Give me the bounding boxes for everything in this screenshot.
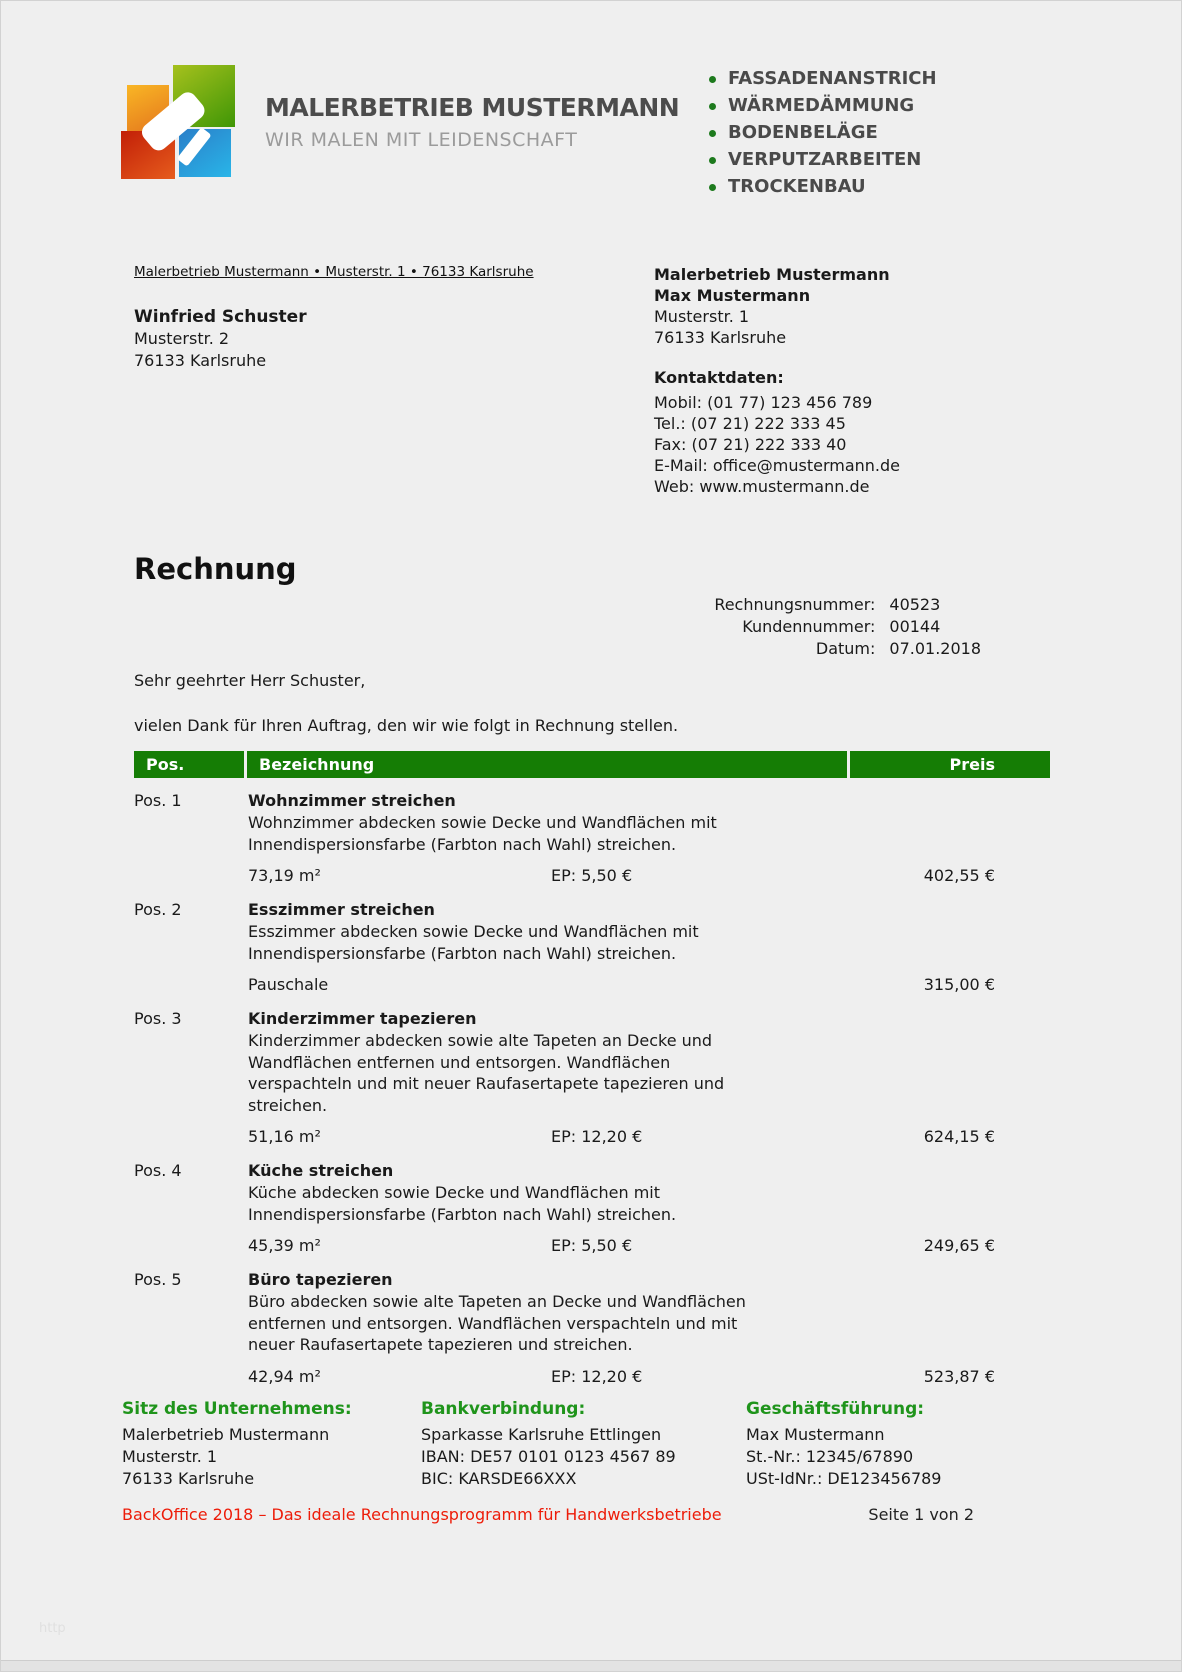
row-description: Küche abdecken sowie Decke und Wandflächen mit Innendispersionsfarbe (Farbton nach Wahl) streichen. xyxy=(248,1183,677,1224)
intro-line: vielen Dank für Ihren Auftrag, den wir wie folgt in Rechnung stellen. xyxy=(134,716,679,735)
table-header xyxy=(134,751,1050,778)
footer-bank-details xyxy=(421,1399,746,1490)
company-city: 76133 Karlsruhe xyxy=(654,328,787,347)
company-street: Musterstr. 1 xyxy=(654,307,750,326)
contact-heading: Kontaktdaten: xyxy=(654,368,784,387)
row-amounts xyxy=(248,1235,1050,1257)
row-pos: Pos. 5 xyxy=(134,1270,182,1289)
footer-line: Max Mustermann xyxy=(746,1425,885,1444)
footer-line: BIC: KARSDE66XXX xyxy=(421,1469,577,1488)
row-description: Büro abdecken sowie alte Tapeten an Decke und Wandflächen entfernen und entsorgen. Wandflächen verspachteln und mit neuer Raufasertapete tapezieren und streichen. xyxy=(248,1292,746,1354)
bullet-icon xyxy=(709,76,716,83)
line-items-table xyxy=(134,751,1050,1388)
customer-number-label: Kundennummer: xyxy=(742,617,876,636)
row-title: Küche streichen xyxy=(248,1161,394,1180)
row-quantity: 51,16 m² xyxy=(248,1127,321,1146)
row-amounts xyxy=(248,974,1050,996)
service-label: VERPUTZARBEITEN xyxy=(728,149,922,170)
contact-mobile: Mobil: (01 77) 123 456 789 xyxy=(654,393,873,412)
service-label: BODENBELÄGE xyxy=(728,122,878,143)
service-item xyxy=(709,69,1061,88)
row-title: Esszimmer streichen xyxy=(248,900,435,919)
table-row xyxy=(134,778,1050,887)
footer-line: Malerbetrieb Mustermann xyxy=(122,1425,330,1444)
footer-management xyxy=(746,1399,1060,1490)
contact-web: Web: www.mustermann.de xyxy=(654,477,870,496)
row-title: Wohnzimmer streichen xyxy=(248,791,456,810)
page-indicator: Seite 1 von 2 xyxy=(868,1505,974,1524)
invoice-number-value: 40523 xyxy=(889,595,941,614)
row-amounts xyxy=(248,1126,1050,1148)
row-pos: Pos. 3 xyxy=(134,1009,182,1028)
footer-line: Sparkasse Karlsruhe Ettlingen xyxy=(421,1425,662,1444)
sender-return-line: Malerbetrieb Mustermann • Musterstr. 1 • 76133 Karlsruhe xyxy=(134,264,534,280)
footer-heading: Sitz des Unternehmens: xyxy=(122,1399,352,1419)
row-description: Kinderzimmer abdecken sowie alte Tapeten an Decke und Wandflächen entfernen und entsorgen. Wandflächen verspachteln und mit neuer Raufasertapete tapezieren und streichen. xyxy=(248,1031,725,1115)
paint-roller-icon xyxy=(121,65,239,179)
footer-line: USt-IdNr.: DE123456789 xyxy=(746,1469,942,1488)
footer-line: St.-Nr.: 12345/67890 xyxy=(746,1447,914,1466)
row-quantity: 45,39 m² xyxy=(248,1236,321,1255)
contact-fax: Fax: (07 21) 222 333 40 xyxy=(654,435,847,454)
service-label: WÄRMEDÄMMUNG xyxy=(728,95,915,116)
row-quantity: 73,19 m² xyxy=(248,866,321,885)
footer-bottom-row xyxy=(122,1505,974,1524)
contact-email: E-Mail: office@mustermann.de xyxy=(654,456,900,475)
row-unit-price: EP: 12,20 € xyxy=(551,1127,643,1146)
bullet-icon xyxy=(709,184,716,191)
watermark-text: http xyxy=(39,1621,66,1636)
row-pos: Pos. 1 xyxy=(134,791,182,810)
row-unit-price: EP: 5,50 € xyxy=(551,866,633,885)
footer-heading: Bankverbindung: xyxy=(421,1399,586,1419)
recipient-street: Musterstr. 2 xyxy=(134,329,230,348)
customer-number-value: 00144 xyxy=(889,617,941,636)
table-row xyxy=(134,1148,1050,1257)
address-section xyxy=(1,264,1181,497)
company-slogan: WIR MALEN MIT LEIDENSCHAFT xyxy=(265,129,578,151)
service-item xyxy=(709,177,1061,196)
row-body xyxy=(248,790,1050,887)
footer xyxy=(122,1399,1060,1490)
row-total: 249,65 € xyxy=(923,1236,995,1255)
contact-phone: Tel.: (07 21) 222 333 45 xyxy=(654,414,846,433)
service-item xyxy=(709,123,1061,142)
row-title: Kinderzimmer tapezieren xyxy=(248,1009,477,1028)
row-body xyxy=(248,899,1050,996)
row-body xyxy=(248,1269,1050,1388)
service-label: TROCKENBAU xyxy=(728,176,866,197)
letterhead xyxy=(1,1,1181,204)
software-promo-text: BackOffice 2018 – Das ideale Rechnungsprogramm für Handwerksbetriebe xyxy=(122,1505,722,1524)
recipient-name: Winfried Schuster xyxy=(134,307,307,327)
service-item xyxy=(709,150,1061,169)
page-title: Rechnung xyxy=(134,552,297,586)
row-quantity: 42,94 m² xyxy=(248,1366,321,1386)
logo-text xyxy=(265,65,679,151)
row-description: Esszimmer abdecken sowie Decke und Wandflächen mit Innendispersionsfarbe (Farbton nach Wahl) streichen. xyxy=(248,922,699,963)
row-total: 315,00 € xyxy=(923,975,995,994)
date-label: Datum: xyxy=(815,639,876,658)
company-logo xyxy=(121,65,679,204)
header-pos: Pos. xyxy=(134,751,244,778)
service-label: FASSADENANSTRICH xyxy=(728,68,937,89)
company-name: Malerbetrieb Mustermann xyxy=(654,265,890,284)
footer-company-seat xyxy=(122,1399,421,1490)
row-unit-price: EP: 5,50 € xyxy=(551,1236,633,1255)
recipient-block xyxy=(134,264,654,497)
row-pos: Pos. 4 xyxy=(134,1161,182,1180)
row-quantity: Pauschale xyxy=(248,975,329,994)
table-row xyxy=(134,1257,1050,1388)
salutation: Sehr geehrter Herr Schuster, xyxy=(134,671,366,690)
row-amounts xyxy=(248,1366,1050,1388)
footer-heading: Geschäftsführung: xyxy=(746,1399,925,1419)
header-price: Preis xyxy=(850,751,1050,778)
row-total: 523,87 € xyxy=(923,1366,995,1386)
bullet-icon xyxy=(709,157,716,164)
row-total: 402,55 € xyxy=(923,866,995,885)
row-description: Wohnzimmer abdecken sowie Decke und Wandflächen mit Innendispersionsfarbe (Farbton nach Wahl) streichen. xyxy=(248,813,717,854)
row-body xyxy=(248,1160,1050,1257)
row-total: 624,15 € xyxy=(923,1127,995,1146)
row-title: Büro tapezieren xyxy=(248,1270,393,1289)
bullet-icon xyxy=(709,103,716,110)
invoice-number-label: Rechnungsnummer: xyxy=(714,595,876,614)
bullet-icon xyxy=(709,130,716,137)
recipient-address xyxy=(134,306,654,372)
page-bottom-strip xyxy=(1,1660,1181,1671)
footer-line: IBAN: DE57 0101 0123 4567 89 xyxy=(421,1447,676,1466)
table-row xyxy=(134,887,1050,996)
table-row xyxy=(134,996,1050,1148)
recipient-city: 76133 Karlsruhe xyxy=(134,351,267,370)
service-list xyxy=(709,69,1061,204)
footer-line: 76133 Karlsruhe xyxy=(122,1469,255,1488)
company-contact-person: Max Mustermann xyxy=(654,286,811,305)
footer-line: Musterstr. 1 xyxy=(122,1447,218,1466)
row-body xyxy=(248,1008,1050,1148)
invoice-meta xyxy=(714,594,981,659)
service-item xyxy=(709,96,1061,115)
date-value: 07.01.2018 xyxy=(889,639,981,658)
company-title: MALERBETRIEB MUSTERMANN xyxy=(265,93,680,122)
logo-mark xyxy=(121,65,239,179)
row-unit-price: EP: 12,20 € xyxy=(551,1366,643,1386)
row-pos: Pos. 2 xyxy=(134,900,182,919)
row-amounts xyxy=(248,865,1050,887)
header-description: Bezeichnung xyxy=(247,751,847,778)
company-info-block xyxy=(654,264,900,497)
